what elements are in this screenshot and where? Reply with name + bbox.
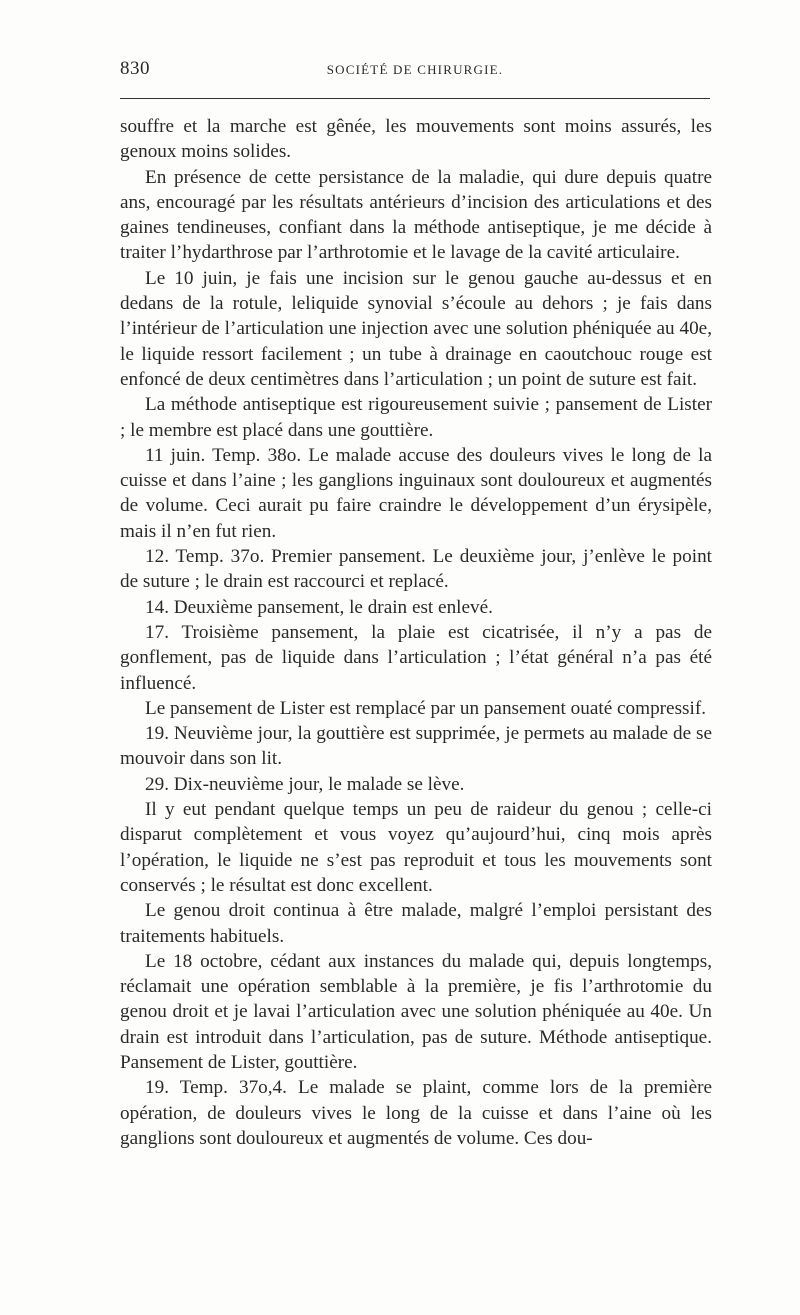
header-rule [120, 98, 710, 99]
paragraph: 17. Troisième pansement, la plaie est cicatrisée, il n’y a pas de gonflement, pas de liquide dans l’articulation ; l’état général n’a pas été influencé. [120, 621, 712, 694]
paragraph: Le pansement de Lister est remplacé par un pansement ouaté compressif. [145, 697, 707, 719]
body-text [120, 114, 712, 1151]
paragraph: 29. Dix-neuvième jour, le malade se lève. [145, 773, 465, 795]
paragraph: Le genou droit continua à être malade, malgré l’emploi persistant des traitements habituels. [120, 900, 712, 947]
paragraph: La méthode antiseptique est rigoureusement suivie ; pansement de Lister ; le membre est placé dans une gouttière. [120, 394, 712, 441]
paragraph: 12. Temp. 37o. Premier pansement. Le deuxième jour, j’enlève le point de suture ; le drain est raccourci et replacé. [120, 546, 712, 593]
paragraph: Le 10 juin, je fais une incision sur le genou gauche au-dessus et en dedans de la rotule, leliquide synovial s’écoule au dehors ; je fais dans l’intérieur de l’articulation une injection avec une solution phéniquée au 40e, le liquide ressort facilement ; un tube à drainage en caoutchouc rouge est enfoncé de deux centimètres dans l’articulation ; un point de suture est fait. [120, 267, 712, 390]
running-head: SOCIÉTÉ DE CHIRURGIE. [326, 62, 504, 77]
paragraph: Il y eut pendant quelque temps un peu de raideur du genou ; celle-ci disparut complètement et vous voyez qu’aujourd’hui, cinq mois après l’opération, le liquide ne s’est pas reproduit et tous les mouvements sont conservés ; le résultat est donc excellent. [120, 799, 712, 896]
paragraph: 19. Temp. 37o,4. Le malade se plaint, comme lors de la première opération, de douleurs vives le long de la cuisse et dans l’aine où les ganglions sont douloureux et augmentés de volume. Ces dou- [120, 1077, 712, 1149]
paragraph: Le 18 octobre, cédant aux instances du malade qui, depuis longtemps, réclamait une opération semblable à la première, je fis l’arthrotomie du genou droit et je lavai l’articulation avec une solution phéniquée au 40e. Un drain est introduit dans l’articulation, pas de suture. Méthode antiseptique. Pansement de Lister, gouttière. [120, 950, 712, 1073]
paragraph: souffre et la marche est gênée, les mouvements sont moins assurés, les genoux moins solides. [120, 116, 712, 163]
page-header [120, 58, 710, 88]
paragraph: En présence de cette persistance de la maladie, qui dure depuis quatre ans, encouragé par les résultats antérieurs d’incision des articulations et des gaines tendineuses, confiant dans la méthode antiseptique, je me décide à traiter l’hydarthrose par l’arthrotomie et le lavage de la cavité articulaire. [120, 166, 712, 264]
paragraph: 14. Deuxième pansement, le drain est enlevé. [145, 596, 493, 618]
paragraph: 11 juin. Temp. 38o. Le malade accuse des douleurs vives le long de la cuisse et dans l’aine ; les ganglions inguinaux sont douloureux et augmentés de volume. Ceci aurait pu faire craindre le développement d’un érysipèle, mais il n’en fut rien. [120, 444, 712, 542]
page-number: 830 [120, 58, 150, 79]
paragraph: 19. Neuvième jour, la gouttière est supprimée, je permets au malade de se mouvoir dans son lit. [120, 723, 712, 770]
